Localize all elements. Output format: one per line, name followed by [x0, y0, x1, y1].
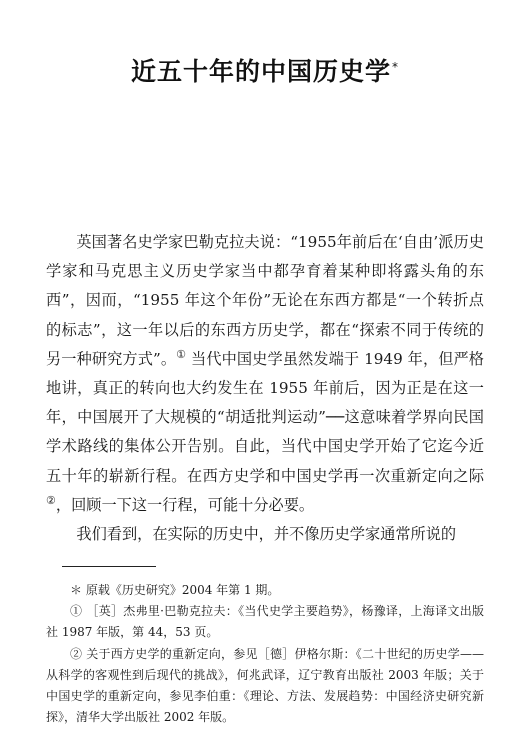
footnote-ref-1: ①: [176, 347, 187, 361]
title-text: 近五十年的中国历史学: [130, 57, 391, 86]
footnote-2: ② 关于西方史学的重新定向，参见［德］伊格尔斯：《二十世纪的历史学——从科学的客观性到后现代的挑战》，何兆武译，辽宁教育出版社 2003 年版；关于中国史学的重新定向，参见李伯重：《理论、方法、发展趋势：中国经济史研究新探》，清华大学出版社 2002 年版。: [46, 646, 484, 725]
article-body: [46, 228, 484, 549]
paragraph-1-text-end: ，回顾一下这一行程，可能十分必要。: [55, 495, 315, 514]
footnote-divider: [62, 566, 156, 567]
footnote-source: ＊ 原载《历史研究》2004 年第 1 期。: [70, 583, 280, 597]
article-title: [0, 52, 530, 88]
paragraph-1-text-cont: 当代中国史学虽然发端于 1949 年，但严格地讲，真正的转向也大约发生在 1955 年前后，因为正是在这一年，中国展开了大规模的“胡适批判运动”──这意味着学界向民国学术路线的集体公开告别。自此，当代中国史学开始了它迄今近五十年的崭新行程。在西方史学和中国史学再一次重新定向之际: [46, 349, 484, 485]
paragraph-1-text: 英国著名史学家巴勒克拉夫说：“1955年前后在‘自由’派历史学家和马克思主义历史学家当中都孕育着某种即将露头角的东西”，因而，“1955 年这个年份”无论在东西方都是“一个转折点的标志”，这一年以后的东西方历史学，都在“探索不同于传统的另一种研究方式”。: [46, 233, 484, 368]
paragraph-2: 我们看到，在实际的历史中，并不像历史学家通常所说的: [76, 525, 457, 544]
footnote-1: ① ［英］杰弗里·巴勒克拉夫：《当代史学主要趋势》，杨豫译，上海译文出版社 1987 年版，第 44，53 页。: [46, 604, 484, 640]
paragraph-1: [46, 228, 484, 520]
footnote-ref-2: ②: [46, 493, 56, 507]
footnotes: [46, 580, 484, 728]
title-footnote-mark: *: [392, 59, 399, 74]
